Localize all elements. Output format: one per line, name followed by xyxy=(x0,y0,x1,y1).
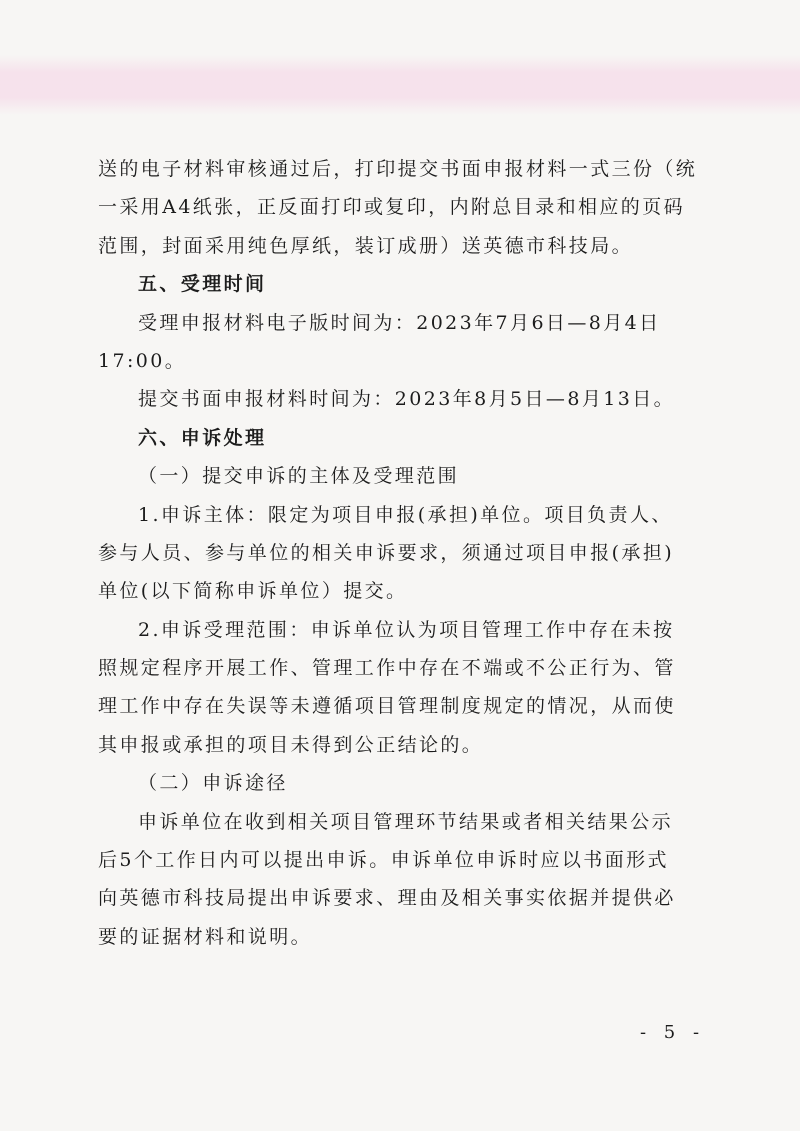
text-line: 1.申诉主体：限定为项目申报(承担)单位。项目负责人、 xyxy=(138,503,673,526)
text-line: （二）申诉途径 xyxy=(138,772,288,795)
text-line: 照规定程序开展工作、管理工作中存在不端或不公正行为、管 xyxy=(98,657,676,680)
text-line: 送的电子材料审核通过后，打印提交书面申报材料一式三份（统 xyxy=(98,158,698,180)
text-line: 受理申报材料电子版时间为：2023年7月6日—8月4日 xyxy=(138,311,661,334)
section-heading: 六、申诉处理 xyxy=(138,426,267,449)
text-line: （一）提交申诉的主体及受理范围 xyxy=(138,465,460,488)
body-text xyxy=(98,150,698,956)
text-line: 向英德市科技局提出申诉要求、理由及相关事实依据并提供必 xyxy=(98,887,676,910)
text-line: 范围，封面采用纯色厚纸，装订成册）送英德市科技局。 xyxy=(98,234,634,257)
text-line: 申诉单位在收到相关项目管理环节结果或者相关结果公示 xyxy=(138,810,674,833)
section-heading: 五、受理时间 xyxy=(138,273,267,296)
page-number: - 5 - xyxy=(640,1022,706,1043)
text-line: 单位(以下简称申诉单位）提交。 xyxy=(98,580,408,603)
pink-scan-band xyxy=(0,55,800,115)
text-line: 要的证据材料和说明。 xyxy=(98,925,313,948)
text-line: 17:00。 xyxy=(98,349,187,372)
text-line: 提交书面申报材料时间为：2023年8月5日—8月13日。 xyxy=(138,388,675,411)
text-line: 其申报或承担的项目未得到公正结论的。 xyxy=(98,733,484,756)
text-line: 2.申诉受理范围：申诉单位认为项目管理工作中存在未按 xyxy=(138,618,675,641)
text-line: 一采用A4纸张，正反面打印或复印，内附总目录和相应的页码 xyxy=(98,196,686,219)
text-line: 参与人员、参与单位的相关申诉要求，须通过项目申报(承担) xyxy=(98,541,675,564)
text-line: 理工作中存在失误等未遵循项目管理制度规定的情况，从而使 xyxy=(98,695,676,718)
text-line: 后5个工作日内可以提出申诉。申诉单位申诉时应以书面形式 xyxy=(98,849,669,872)
